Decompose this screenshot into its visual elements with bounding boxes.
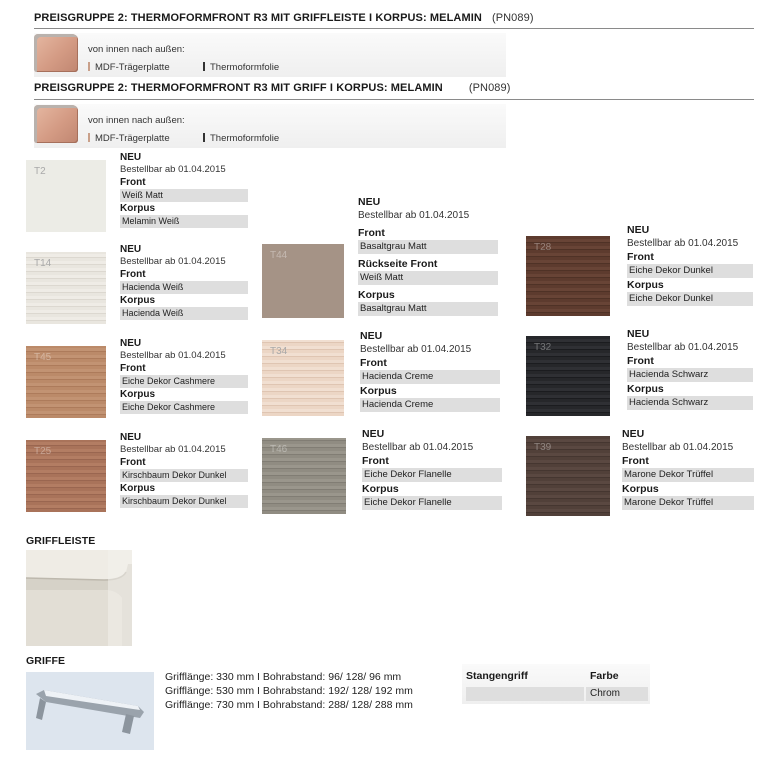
korpus-label: Korpus (358, 289, 395, 301)
korpus-value: Eiche Dekor Flanelle (362, 496, 502, 510)
handle-specs (165, 670, 413, 712)
product-code: (PN089) (468, 82, 511, 94)
griffleiste-profile-icon (26, 550, 132, 646)
new-badge: NEU (627, 328, 650, 340)
table-cell-type (466, 687, 584, 701)
handle-spec-line: Grifflänge: 330 mm I Bohrabstand: 96/ 128/ 96 mm (165, 671, 402, 683)
layer-item (203, 133, 279, 144)
new-badge: NEU (120, 244, 142, 255)
korpus-label: Korpus (627, 383, 664, 395)
front-label: Front (362, 455, 389, 467)
divider (34, 99, 754, 100)
availability-date: Bestellbar ab 01.04.2015 (120, 164, 226, 175)
new-badge: NEU (358, 196, 381, 208)
color-info (360, 330, 500, 412)
swatch-code: T2 (34, 166, 46, 177)
color-info (120, 338, 248, 414)
korpus-label: Korpus (360, 385, 397, 397)
layer-label: Thermoformfolie (210, 62, 280, 73)
korpus-value: Hacienda Schwarz (627, 396, 753, 410)
layer-item (88, 133, 170, 144)
front-label: Front (627, 251, 654, 263)
layer-cross-section-icon (34, 34, 78, 72)
new-badge: NEU (627, 224, 650, 236)
front-label: Front (360, 357, 387, 369)
table-header-type: Stangengriff (466, 670, 528, 682)
swatch-code: T14 (34, 258, 52, 269)
korpus-value: Eiche Dekor Dunkel (627, 292, 753, 306)
korpus-label: Korpus (627, 279, 664, 291)
color-swatch (26, 160, 106, 232)
color-swatch (526, 436, 610, 516)
color-swatch (262, 438, 346, 514)
color-info (358, 196, 498, 316)
availability-date: Bestellbar ab 01.04.2015 (120, 256, 226, 267)
new-badge: NEU (362, 428, 385, 440)
swatch-code: T34 (270, 346, 288, 357)
color-info (622, 428, 754, 510)
korpus-label: Korpus (120, 295, 155, 306)
color-info (120, 244, 248, 320)
layer-item (88, 62, 170, 73)
korpus-value: Hacienda Creme (360, 398, 500, 412)
availability-date: Bestellbar ab 01.04.2015 (627, 238, 739, 249)
availability-date: Bestellbar ab 01.04.2015 (358, 210, 470, 221)
color-swatch (262, 244, 344, 318)
availability-date: Bestellbar ab 01.04.2015 (120, 444, 226, 455)
front-value: Hacienda Creme (360, 370, 500, 384)
color-swatch (26, 252, 106, 324)
layer-item (203, 62, 279, 73)
front-value: Eiche Dekor Cashmere (120, 375, 248, 388)
section-title (34, 12, 534, 24)
layer-mark-icon (88, 62, 90, 71)
korpus-label: Korpus (362, 483, 399, 495)
availability-date: Bestellbar ab 01.04.2015 (120, 350, 226, 361)
color-swatch (526, 236, 610, 316)
layer-mark-icon (203, 62, 205, 71)
front-label: Front (120, 457, 146, 468)
section-title-text: PREISGRUPPE 2: THERMOFORMFRONT R3 MIT GRIFF I KORPUS: MELAMIN (34, 82, 443, 94)
front-value: Weiß Matt (120, 189, 248, 202)
handle-spec-line: Grifflänge: 730 mm I Bohrabstand: 288/ 128/ 288 mm (165, 699, 413, 711)
color-info (120, 152, 248, 228)
swatch-code: T39 (534, 442, 552, 453)
color-swatch (526, 336, 610, 416)
front-value: Hacienda Weiß (120, 281, 248, 294)
swatch-code: T28 (534, 242, 552, 253)
layer-label: MDF-Trägerplatte (95, 133, 170, 144)
availability-date: Bestellbar ab 01.04.2015 (627, 342, 739, 353)
back-front-value: Weiß Matt (358, 271, 498, 285)
korpus-label: Korpus (120, 203, 155, 214)
divider (34, 28, 754, 29)
layer-mark-icon (88, 133, 90, 142)
handle-photo (26, 672, 154, 750)
back-front-label: Rückseite Front (358, 258, 438, 270)
layer-label: Thermoformfolie (210, 133, 280, 144)
front-value: Basaltgrau Matt (358, 240, 498, 254)
color-info (627, 328, 753, 410)
color-info (120, 432, 248, 508)
table-header-color: Farbe (590, 670, 619, 682)
korpus-label: Korpus (120, 389, 155, 400)
bar-handle-icon (26, 672, 154, 750)
korpus-value: Hacienda Weiß (120, 307, 248, 320)
korpus-value: Basaltgrau Matt (358, 302, 498, 316)
griffe-title: GRIFFE (26, 655, 66, 667)
color-info (627, 224, 753, 306)
new-badge: NEU (622, 428, 645, 440)
availability-date: Bestellbar ab 01.04.2015 (622, 442, 734, 453)
layer-label: MDF-Trägerplatte (95, 62, 170, 73)
swatch-code: T45 (34, 352, 52, 363)
front-value: Hacienda Schwarz (627, 368, 753, 382)
front-label: Front (358, 227, 385, 239)
section-title-text: PREISGRUPPE 2: THERMOFORMFRONT R3 MIT GRIFFLEISTE I KORPUS: MELAMIN (34, 12, 482, 24)
front-label: Front (120, 363, 146, 374)
front-value: Eiche Dekor Flanelle (362, 468, 502, 482)
front-value: Eiche Dekor Dunkel (627, 264, 753, 278)
layer-cross-section-icon (34, 105, 78, 143)
color-info (362, 428, 502, 510)
product-code: (PN089) (491, 12, 534, 24)
griffleiste-title: GRIFFLEISTE (26, 535, 96, 547)
korpus-label: Korpus (622, 483, 659, 495)
swatch-code: T25 (34, 446, 52, 457)
korpus-value: Melamin Weiß (120, 215, 248, 228)
korpus-value: Kirschbaum Dekor Dunkel (120, 495, 248, 508)
front-value: Marone Dekor Trüffel (622, 468, 754, 482)
new-badge: NEU (120, 152, 142, 163)
swatch-code: T44 (270, 250, 288, 261)
front-label: Front (120, 177, 146, 188)
table-cell-color: Chrom (586, 687, 648, 701)
availability-date: Bestellbar ab 01.04.2015 (360, 344, 472, 355)
availability-date: Bestellbar ab 01.04.2015 (362, 442, 474, 453)
section-title (34, 82, 511, 94)
color-swatch (26, 440, 106, 512)
layer-intro: von innen nach außen: (88, 115, 185, 126)
new-badge: NEU (120, 432, 142, 443)
swatch-code: T32 (534, 342, 552, 353)
griffleiste-photo (26, 550, 132, 646)
new-badge: NEU (120, 338, 142, 349)
front-label: Front (627, 355, 654, 367)
color-swatch (262, 340, 344, 416)
layer-intro: von innen nach außen: (88, 44, 185, 55)
layer-mark-icon (203, 133, 205, 142)
front-value: Kirschbaum Dekor Dunkel (120, 469, 248, 482)
front-label: Front (622, 455, 649, 467)
color-swatch (26, 346, 106, 418)
front-label: Front (120, 269, 146, 280)
swatch-code: T46 (270, 444, 288, 455)
korpus-value: Marone Dekor Trüffel (622, 496, 754, 510)
new-badge: NEU (360, 330, 383, 342)
handle-spec-line: Grifflänge: 530 mm I Bohrabstand: 192/ 128/ 192 mm (165, 685, 413, 697)
korpus-value: Eiche Dekor Cashmere (120, 401, 248, 414)
korpus-label: Korpus (120, 483, 155, 494)
